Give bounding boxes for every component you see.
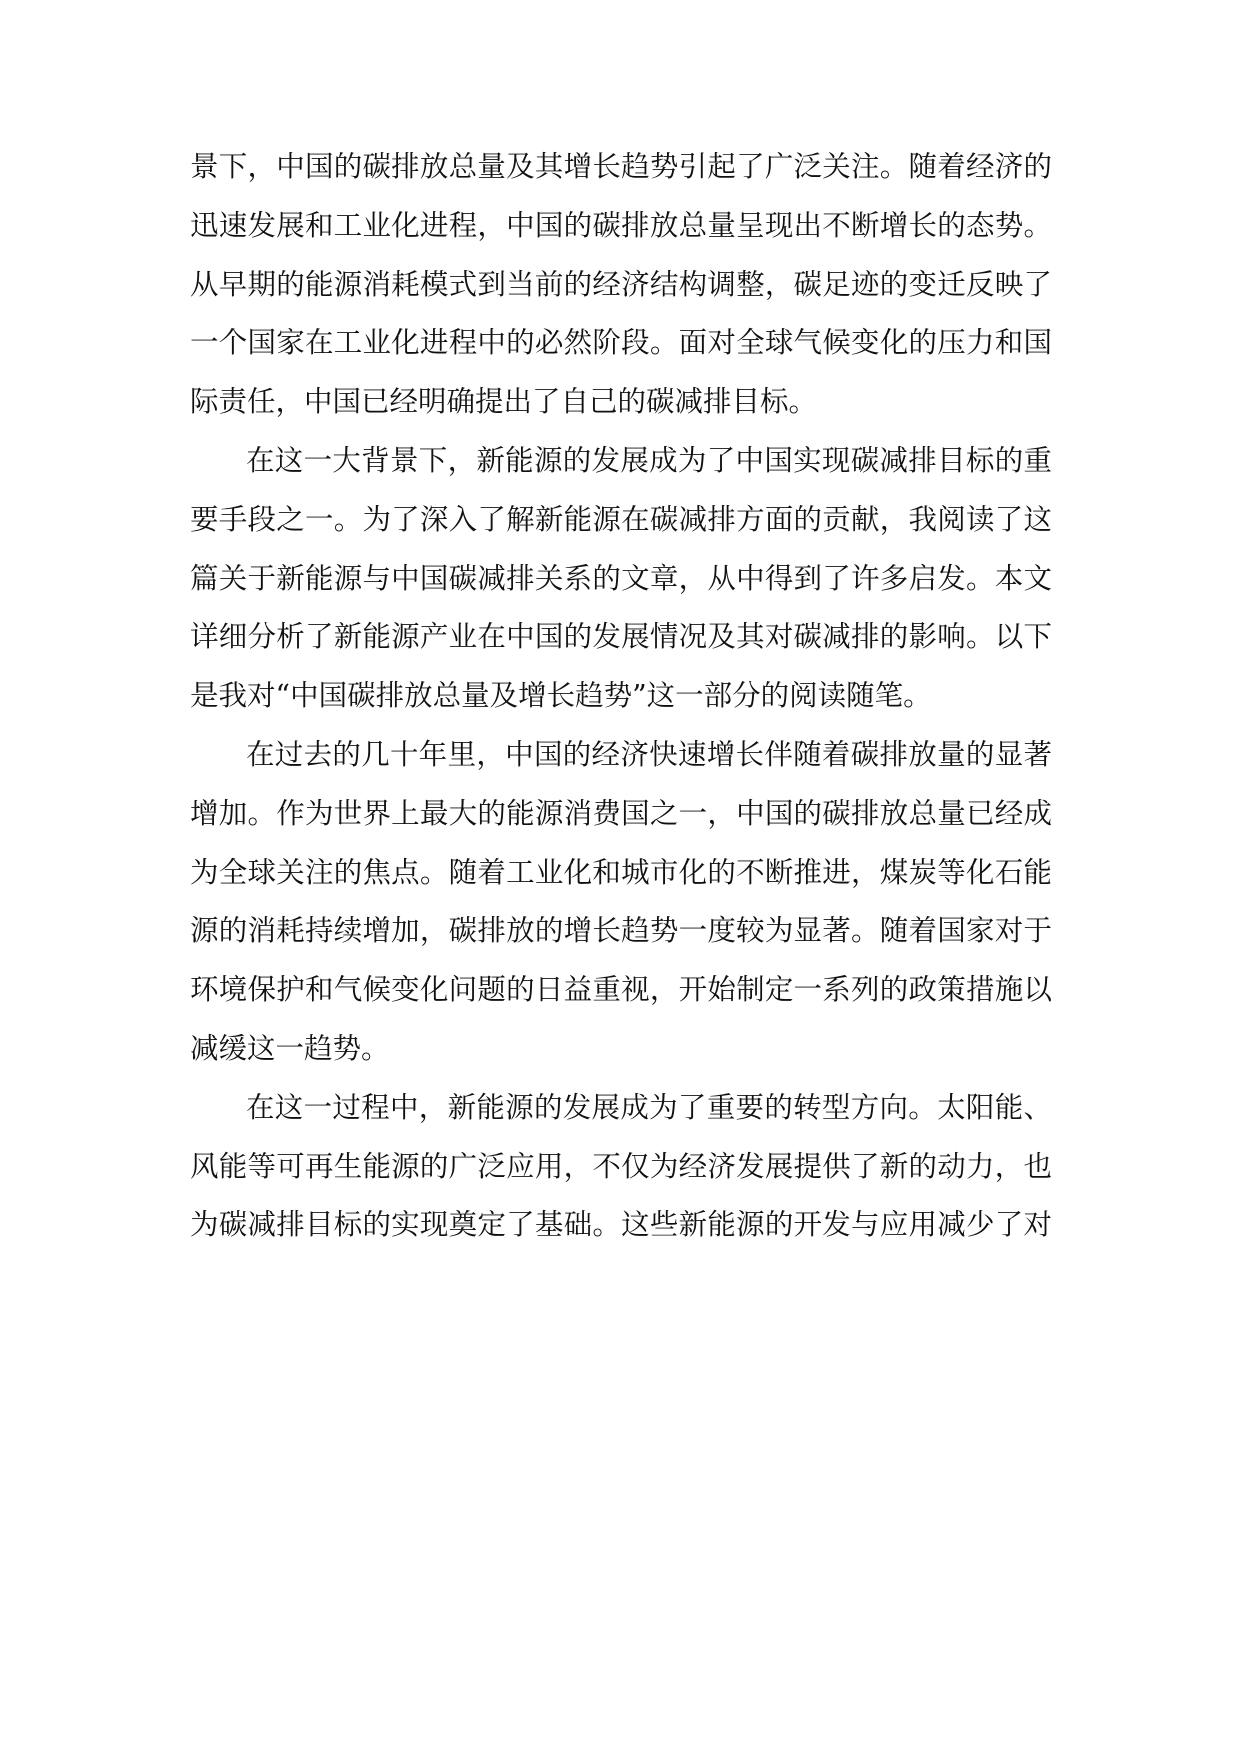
- paragraph-3: [190, 726, 1052, 1079]
- text-line: 风能等可再生能源的广泛应用，不仅为经济发展提供了新的动力，也: [190, 1149, 1052, 1183]
- text-line: 增加。作为世界上最大的能源消费国之一，中国的碳排放总量已经成: [190, 796, 1052, 830]
- text-line: 在过去的几十年里，中国的经济快速增长伴随着碳排放量的显著: [246, 737, 1052, 771]
- paragraph-4: [190, 1079, 1052, 1255]
- text-line: 景下，中国的碳排放总量及其增长趋势引起了广泛关注。随着经济的: [190, 150, 1052, 183]
- text-line: 源的消耗持续增加，碳排放的增长趋势一度较为显著。随着国家对于: [190, 914, 1052, 948]
- text-line: 迅速发展和工业化进程，中国的碳排放总量呈现出不断增长的态势。: [190, 208, 1052, 242]
- text-line: 在这一大背景下，新能源的发展成为了中国实现碳减排目标的重: [246, 443, 1052, 477]
- text-line: 在这一过程中，新能源的发展成为了重要的转型方向。太阳能、: [246, 1090, 1052, 1124]
- text-line: 篇关于新能源与中国碳减排关系的文章，从中得到了许多启发。本文: [190, 561, 1052, 595]
- document-page: [190, 138, 1052, 1255]
- text-line: 详细分析了新能源产业在中国的发展情况及其对碳减排的影响。以下: [190, 620, 1052, 654]
- text-line: 减缓这一趋势。: [190, 1031, 390, 1065]
- text-line: 是我对“中国碳排放总量及增长趋势”这一部分的阅读随笔。: [190, 679, 932, 713]
- text-line: 为全球关注的焦点。随着工业化和城市化的不断推进，煤炭等化石能: [190, 855, 1052, 889]
- text-line: 为碳减排目标的实现奠定了基础。这些新能源的开发与应用减少了对: [190, 1208, 1052, 1242]
- text-line: 环境保护和气候变化问题的日益重视，开始制定一系列的政策措施以: [190, 973, 1052, 1007]
- text-line: 一个国家在工业化进程中的必然阶段。面对全球气候变化的压力和国: [190, 326, 1052, 360]
- text-line: 从早期的能源消耗模式到当前的经济结构调整，碳足迹的变迁反映了: [190, 267, 1052, 301]
- text-line: 际责任，中国已经明确提出了自己的碳减排目标。: [190, 385, 818, 419]
- paragraph-1: [190, 138, 1052, 432]
- paragraph-2: [190, 432, 1052, 726]
- text-line: 要手段之一。为了深入了解新能源在碳减排方面的贡献，我阅读了这: [190, 502, 1052, 536]
